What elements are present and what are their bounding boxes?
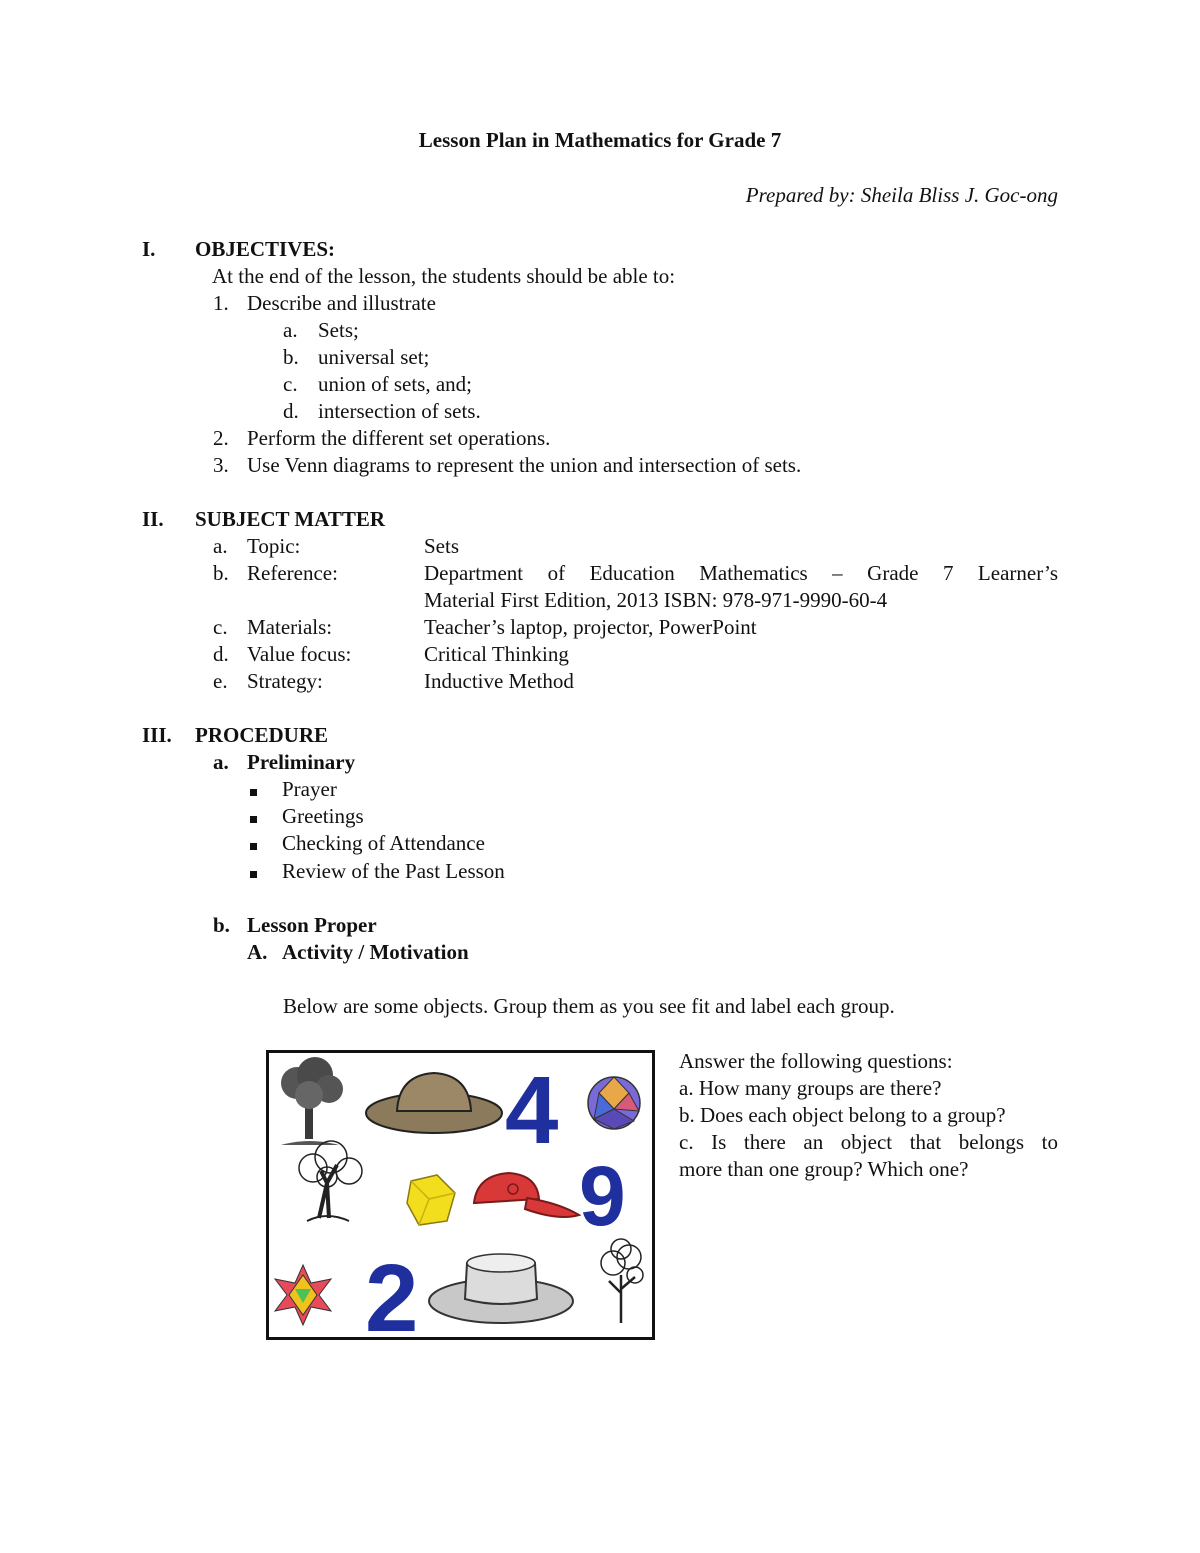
tree-icon xyxy=(601,1239,643,1323)
objective-subitem-letter: d. xyxy=(283,399,299,423)
bullet-marker xyxy=(250,803,257,830)
objective-item: Use Venn diagrams to represent the union and intersection of sets. xyxy=(247,453,802,477)
subject-matter-heading: SUBJECT MATTER xyxy=(195,507,386,531)
subject-row-label: Materials: xyxy=(247,615,333,639)
red-cap-icon xyxy=(474,1173,579,1217)
number-four: 4 xyxy=(505,1057,559,1164)
preliminary-item: Greetings xyxy=(282,804,364,828)
question-b: b. Does each object belong to a group? xyxy=(679,1103,1006,1127)
tree-icon xyxy=(281,1057,343,1145)
procedure-heading: PROCEDURE xyxy=(195,723,329,747)
activity-letter: A. xyxy=(247,940,268,964)
objective-subitem: intersection of sets. xyxy=(318,399,481,423)
objective-number: 2. xyxy=(213,426,229,450)
prepared-by: Prepared by: Sheila Bliss J. Goc-ong xyxy=(745,183,1058,207)
question-c-continued: more than one group? Which one? xyxy=(679,1157,969,1181)
bullet-marker xyxy=(250,776,257,803)
lesson-proper-heading: Lesson Proper xyxy=(247,913,377,937)
star-polyhedron-icon xyxy=(275,1265,331,1325)
subject-row-value: Critical Thinking xyxy=(424,642,569,666)
grey-hat-icon xyxy=(429,1254,573,1323)
objective-subitem-letter: c. xyxy=(283,372,298,396)
number-two: 2 xyxy=(365,1245,419,1337)
activity-instruction: Below are some objects. Group them as you see fit and label each group. xyxy=(283,994,895,1018)
section-numeral-subject-matter: II. xyxy=(142,507,164,531)
subject-row-label: Strategy: xyxy=(247,669,323,693)
subject-row-value: Inductive Method xyxy=(424,669,574,693)
subject-row-letter: e. xyxy=(213,669,228,693)
objective-subitem: universal set; xyxy=(318,345,430,369)
yellow-gem-icon xyxy=(407,1175,455,1225)
tree-icon xyxy=(299,1141,362,1221)
subject-row-letter: d. xyxy=(213,642,229,666)
bullet-marker xyxy=(250,830,257,857)
preliminary-item: Review of the Past Lesson xyxy=(282,859,505,883)
objective-item: Describe and illustrate xyxy=(247,291,436,315)
subject-row-value: Sets xyxy=(424,534,460,558)
objective-item: Perform the different set operations. xyxy=(247,426,551,450)
questions-intro: Answer the following questions: xyxy=(679,1049,953,1073)
subject-row-value-continued: Material First Edition, 2013 ISBN: 978-971-9990-60-4 xyxy=(424,588,888,612)
number-nine: 9 xyxy=(579,1149,626,1243)
subject-row-letter: c. xyxy=(213,615,228,639)
section-numeral-procedure: III. xyxy=(142,723,172,747)
objectives-heading: OBJECTIVES: xyxy=(195,237,336,261)
subject-row-label: Value focus: xyxy=(247,642,352,666)
preliminary-letter: a. xyxy=(213,750,229,774)
objective-subitem-letter: b. xyxy=(283,345,299,369)
subject-row-letter: a. xyxy=(213,534,228,558)
objective-number: 3. xyxy=(213,453,229,477)
objective-number: 1. xyxy=(213,291,229,315)
sun-hat-icon xyxy=(366,1073,502,1133)
objects-illustration xyxy=(269,1053,652,1337)
bullet-marker xyxy=(250,858,257,885)
preliminary-heading: Preliminary xyxy=(247,750,356,774)
preliminary-item: Checking of Attendance xyxy=(282,831,485,855)
objectives-intro: At the end of the lesson, the students should be able to: xyxy=(212,264,676,288)
question-c: c. Is there an object that belongs to xyxy=(679,1130,1058,1154)
question-a: a. How many groups are there? xyxy=(679,1076,942,1100)
preliminary-item: Prayer xyxy=(282,777,337,801)
subject-row-value: Department of Education Mathematics – Grade 7 Learner’s xyxy=(424,561,1058,585)
subject-row-value: Teacher’s laptop, projector, PowerPoint xyxy=(424,615,757,639)
objective-subitem: Sets; xyxy=(318,318,359,342)
subject-row-label: Reference: xyxy=(247,561,338,585)
objective-subitem: union of sets, and; xyxy=(318,372,472,396)
objective-subitem-letter: a. xyxy=(283,318,298,342)
lesson-proper-letter: b. xyxy=(213,913,230,937)
polyhedron-icon xyxy=(588,1077,640,1129)
objects-image xyxy=(266,1050,655,1340)
section-numeral-objectives: I. xyxy=(142,237,156,261)
subject-row-label: Topic: xyxy=(247,534,301,558)
activity-heading: Activity / Motivation xyxy=(282,940,469,964)
subject-row-letter: b. xyxy=(213,561,229,585)
document-title: Lesson Plan in Mathematics for Grade 7 xyxy=(418,128,782,152)
